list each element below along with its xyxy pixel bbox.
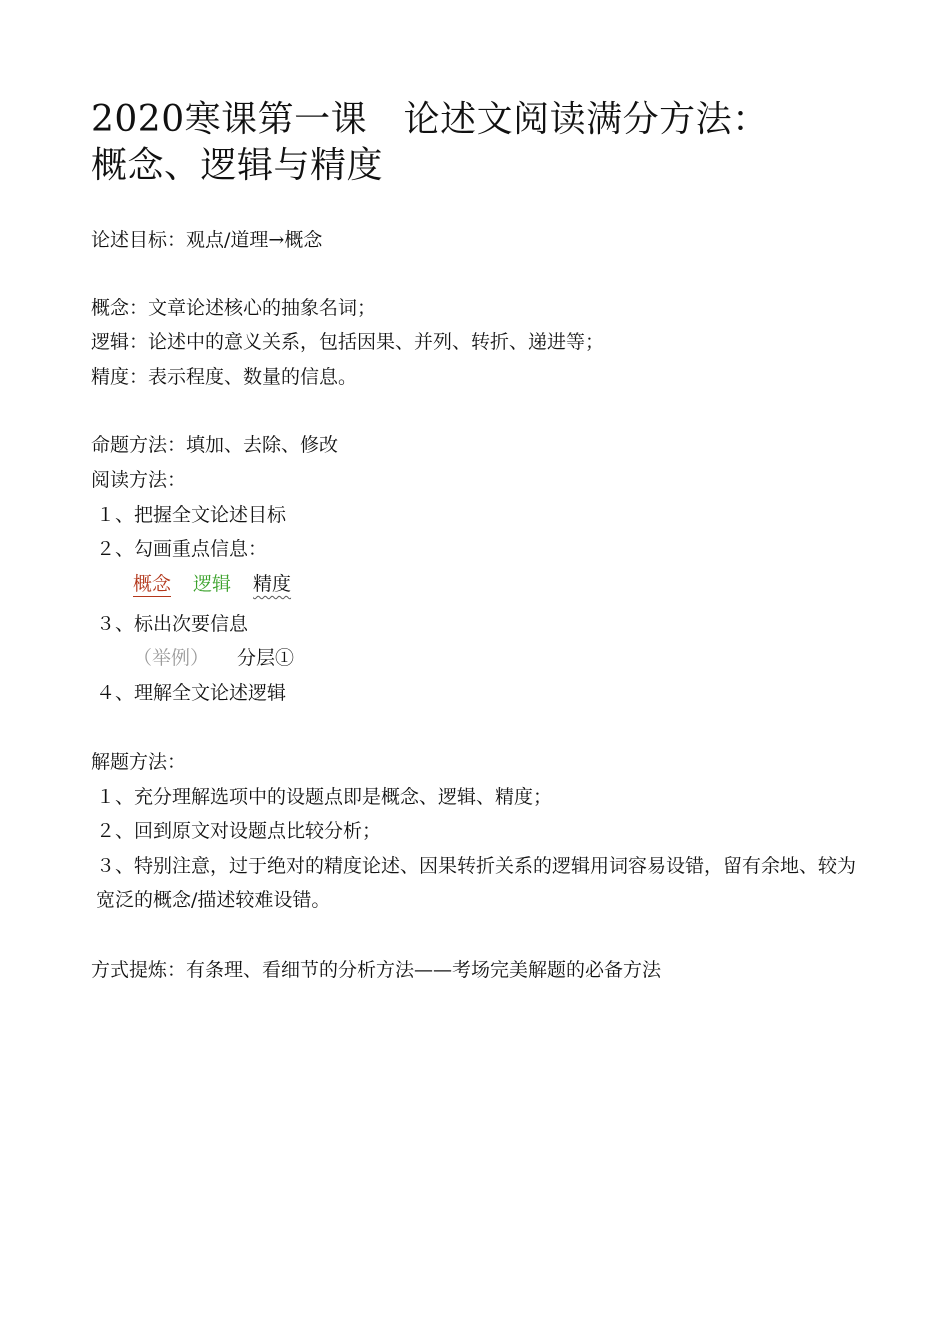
page-title-line-2: 概念、逻辑与精度 [91, 145, 384, 186]
solving-step-3: ３、特别注意，过于绝对的精度论述、因果转折关系的逻辑用词容易设错，留有余地、较为宽泛的概念/描述较难设错。 [96, 855, 857, 911]
secondary-info [133, 645, 294, 671]
secondary-example: （举例） [133, 647, 210, 669]
reading-step-3: ３、标出次要信息 [96, 613, 249, 635]
reading-step-2: ２、勾画重点信息： [96, 538, 268, 560]
reading-step-1: １、把握全文论述目标 [96, 504, 287, 526]
solving-heading: 解题方法： [91, 751, 187, 773]
argument-goal: 论述目标：观点/道理→概念 [91, 229, 323, 251]
mark-logic: 逻辑 [193, 573, 232, 595]
reading-heading: 阅读方法： [91, 469, 187, 491]
key-info-marks [133, 571, 291, 597]
definition-concept: 概念：文章论述核心的抽象名词； [91, 297, 377, 319]
solving-step-1: １、充分理解选项中的设题点即是概念、逻辑、精度； [96, 786, 553, 808]
secondary-layering: 分层① [237, 647, 295, 669]
definition-logic: 逻辑：论述中的意义关系，包括因果、并列、转折、递进等； [91, 331, 605, 353]
mark-precision: 精度 [253, 573, 292, 595]
solving-step-2: ２、回到原文对设题点比较分析； [96, 820, 382, 842]
question-methods: 命题方法：填加、去除、修改 [91, 434, 339, 456]
definition-precision: 精度：表示程度、数量的信息。 [91, 366, 358, 388]
reading-step-4: ４、理解全文论述逻辑 [96, 682, 287, 704]
mark-concept: 概念 [133, 573, 172, 595]
page-title-line-1: 2020寒课第一课 论述文阅读满分方法： [91, 99, 769, 140]
method-summary: 方式提炼：有条理、看细节的分析方法——考场完美解题的必备方法 [91, 959, 662, 981]
